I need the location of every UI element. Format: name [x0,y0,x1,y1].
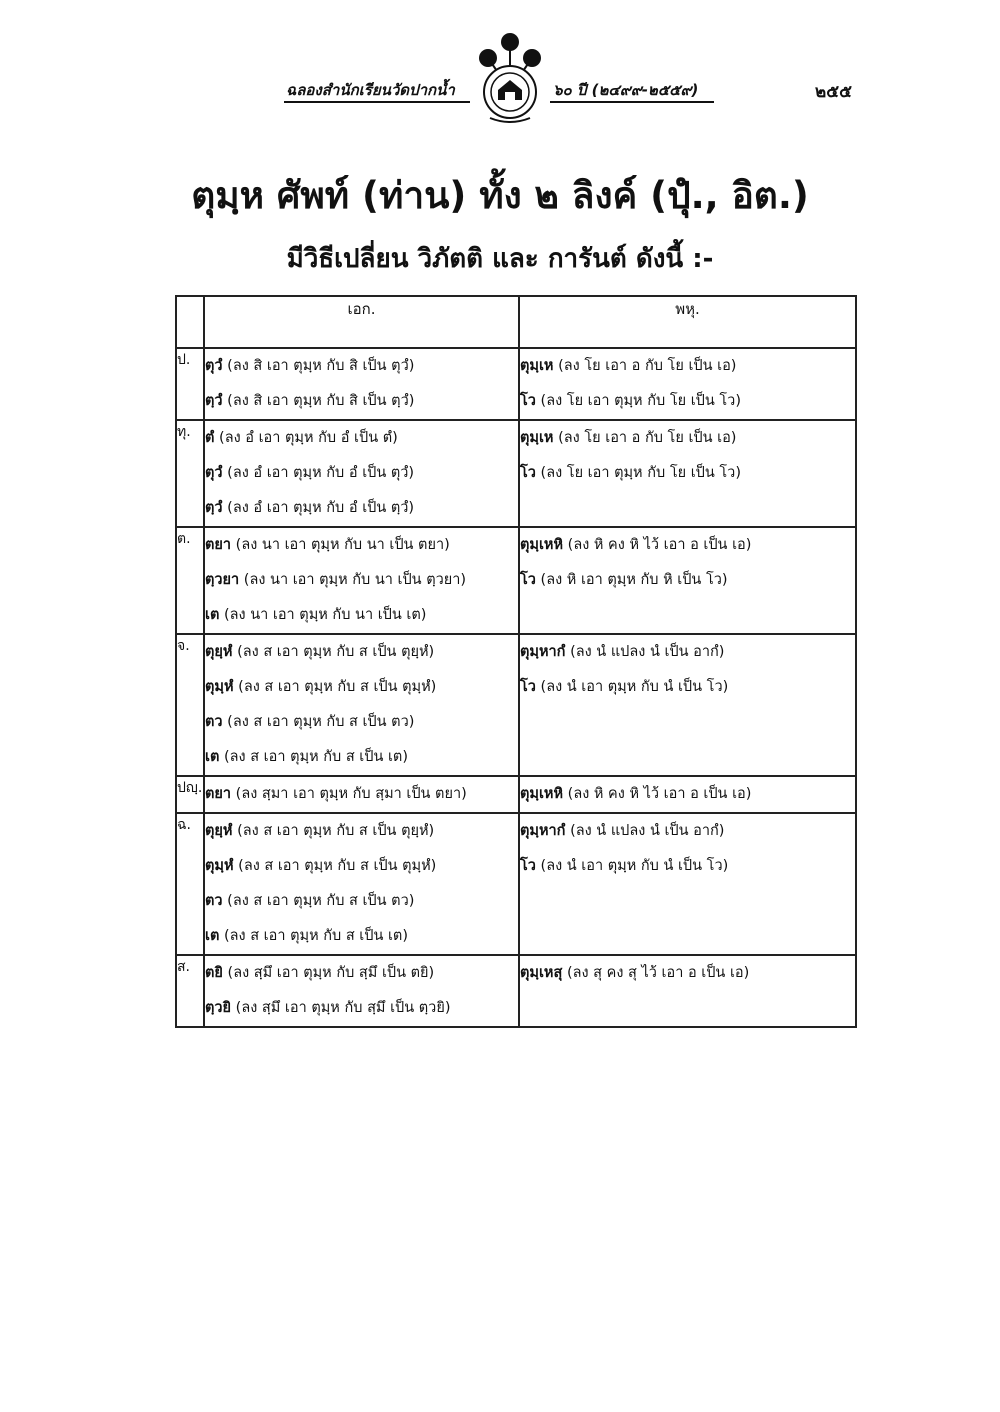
inflected-form: ตุมฺเหหิ [520,537,564,553]
inflected-form: ตํ [205,430,215,446]
derivation-note: (ลง ส เอา ตุมฺห กับ ส เป็น ตุมฺหํ) [233,858,437,874]
plural-form-line [520,956,855,991]
derivation-note: (ลง ส เอา ตุมฺห กับ ส เป็น เต) [219,928,408,944]
plural-form-line [520,456,855,491]
table-row [176,955,856,1027]
table-row [176,776,856,813]
inflected-form: ตุมฺเห [520,430,554,446]
inflected-form: ตฺวํ [205,500,223,516]
singular-form-line [205,349,518,384]
singular-form-line [205,563,518,598]
table-row [176,634,856,776]
derivation-note: (ลง นํ เอา ตุมฺห กับ นํ เป็น โว) [535,858,729,874]
table-row [176,348,856,420]
plural-form-line [520,814,855,849]
derivation-note: (ลง สฺมึ เอา ตุมฺห กับ สฺมึ เป็น ตยิ) [222,965,435,981]
inflected-form: ตยา [205,537,232,553]
declension-table [175,295,857,1028]
inflected-form: ตุมฺหํ [205,679,234,695]
inflected-form: เต [205,749,220,765]
case-label: ทุ. [176,420,204,527]
table-row [176,420,856,527]
plural-column-header: พหุ. [519,296,856,348]
singular-form-line [205,384,518,419]
singular-form-line [205,421,518,456]
inflected-form: ตว [205,893,223,909]
case-label: ฉ. [176,813,204,955]
plural-forms-cell [519,813,856,955]
inflected-form: โว [520,858,536,874]
derivation-note: (ลง ส เอา ตุมฺห กับ ส เป็น ตุยฺหํ) [232,644,435,660]
plural-forms-cell [519,527,856,634]
singular-forms-cell [204,348,519,420]
inflected-form: โว [520,679,536,695]
page-number: ๒๕๕ [815,82,852,102]
singular-forms-cell [204,955,519,1027]
page-subtitle: มีวิธีเปลี่ยน วิภัตติ และ การันต์ ดังนี้ :- [286,244,714,274]
inflected-form: โว [520,393,536,409]
derivation-note: (ลง หิ เอา ตุมฺห กับ หิ เป็น โว) [535,572,728,588]
derivation-note: (ลง โย เอา อ กับ โย เป็น เอ) [553,430,737,446]
case-label: ต. [176,527,204,634]
inflected-form: เต [205,607,220,623]
derivation-note: (ลง นํ แปลง นํ เป็น อากํ) [565,644,725,660]
inflected-form: เต [205,928,220,944]
inflected-form: ตุมฺเหสุ [520,965,563,981]
singular-forms-cell [204,813,519,955]
singular-forms-cell [204,776,519,813]
singular-forms-cell [204,527,519,634]
derivation-note: (ลง โย เอา ตุมฺห กับ โย เป็น โว) [535,393,741,409]
plural-form-line [520,670,855,705]
inflected-form: ตฺวยิ [205,1000,232,1016]
case-label: ป. [176,348,204,420]
derivation-note: (ลง ส เอา ตุมฺห กับ ส เป็น ตว) [222,714,415,730]
header-rule-right [550,101,714,103]
table-row [176,527,856,634]
singular-column-header: เอก. [204,296,519,348]
inflected-form: ตยา [205,786,232,802]
singular-form-line [205,740,518,775]
inflected-form: ตุมฺเห [520,358,554,374]
inflected-form: ตฺวยา [205,572,240,588]
inflected-form: โว [520,465,536,481]
inflected-form: ตว [205,714,223,730]
plural-form-line [520,384,855,419]
derivation-note: (ลง นา เอา ตุมฺห กับ นา เป็น เต) [219,607,427,623]
derivation-note: (ลง หิ คง หิ ไว้ เอา อ เป็น เอ) [563,786,752,802]
singular-form-line [205,777,518,812]
derivation-note: (ลง อํ เอา ตุมฺห กับ อํ เป็น ตุวํ) [222,465,415,481]
derivation-note: (ลง นํ เอา ตุมฺห กับ นํ เป็น โว) [535,679,729,695]
singular-form-line [205,849,518,884]
inflected-form: ตุวํ [205,358,223,374]
plural-form-line [520,777,855,812]
singular-form-line [205,814,518,849]
singular-form-line [205,919,518,954]
derivation-note: (ลง ส เอา ตุมฺห กับ ส เป็น ตุมฺหํ) [233,679,437,695]
table-header-row [176,296,856,348]
derivation-note: (ลง อํ เอา ตุมฺห กับ อํ เป็น ตฺวํ) [222,500,415,516]
plural-form-line [520,421,855,456]
header-rule-left [284,101,470,103]
singular-form-line [205,528,518,563]
derivation-note: (ลง นา เอา ตุมฺห กับ นา เป็น ตฺวยา) [239,572,467,588]
singular-form-line [205,456,518,491]
derivation-note: (ลง โย เอา ตุมฺห กับ โย เป็น โว) [535,465,741,481]
running-header-left: ฉลองสำนักเรียนวัดปากน้ำ [286,81,455,99]
plural-forms-cell [519,955,856,1027]
plural-form-line [520,635,855,670]
inflected-form: ตุมฺหํ [205,858,234,874]
case-column-header [176,296,204,348]
plural-form-line [520,349,855,384]
derivation-note: (ลง อํ เอา ตุมฺห กับ อํ เป็น ตํ) [214,430,398,446]
singular-form-line [205,491,518,526]
derivation-note: (ลง หิ คง หิ ไว้ เอา อ เป็น เอ) [563,537,752,553]
singular-form-line [205,991,518,1026]
plural-forms-cell [519,420,856,527]
inflected-form: ตุวํ [205,465,223,481]
inflected-form: โว [520,572,536,588]
temple-emblem-logo [470,30,550,130]
derivation-note: (ลง ส เอา ตุมฺห กับ ส เป็น เต) [219,749,408,765]
derivation-note: (ลง สิ เอา ตุมฺห กับ สิ เป็น ตุวํ) [222,358,415,374]
singular-forms-cell [204,420,519,527]
page-title: ตุมฺห ศัพท์ (ท่าน) ทั้ง ๒ ลิงค์ (ปุํ., อิต.) [191,174,809,217]
derivation-note: (ลง ส เอา ตุมฺห กับ ส เป็น ตว) [222,893,415,909]
inflected-form: ตฺวํ [205,393,223,409]
derivation-note: (ลง สุ คง สุ ไว้ เอา อ เป็น เอ) [562,965,750,981]
running-header-right: ๖๐ ปี (๒๔๙๙-๒๕๕๙) [553,81,699,99]
plural-forms-cell [519,348,856,420]
singular-forms-cell [204,634,519,776]
derivation-note: (ลง สฺมา เอา ตุมฺห กับ สฺมา เป็น ตยา) [231,786,467,802]
derivation-note: (ลง ส เอา ตุมฺห กับ ส เป็น ตุยฺหํ) [232,823,435,839]
plural-forms-cell [519,776,856,813]
singular-form-line [205,956,518,991]
plural-forms-cell [519,634,856,776]
inflected-form: ตุมฺเหหิ [520,786,564,802]
case-label: ส. [176,955,204,1027]
inflected-form: ตุยฺหํ [205,823,233,839]
inflected-form: ตุมฺหากํ [520,823,566,839]
derivation-note: (ลง นา เอา ตุมฺห กับ นา เป็น ตยา) [231,537,450,553]
inflected-form: ตุยฺหํ [205,644,233,660]
case-label: จ. [176,634,204,776]
table-row [176,813,856,955]
inflected-form: ตุมฺหากํ [520,644,566,660]
singular-form-line [205,705,518,740]
derivation-note: (ลง นํ แปลง นํ เป็น อากํ) [565,823,725,839]
inflected-form: ตยิ [205,965,223,981]
plural-form-line [520,528,855,563]
plural-form-line [520,849,855,884]
derivation-note: (ลง โย เอา อ กับ โย เป็น เอ) [553,358,737,374]
singular-form-line [205,670,518,705]
singular-form-line [205,598,518,633]
plural-form-line [520,563,855,598]
singular-form-line [205,884,518,919]
derivation-note: (ลง สฺมึ เอา ตุมฺห กับ สฺมึ เป็น ตฺวยิ) [231,1000,451,1016]
derivation-note: (ลง สิ เอา ตุมฺห กับ สิ เป็น ตฺวํ) [222,393,415,409]
case-label: ปญฺ. [176,776,204,813]
singular-form-line [205,635,518,670]
